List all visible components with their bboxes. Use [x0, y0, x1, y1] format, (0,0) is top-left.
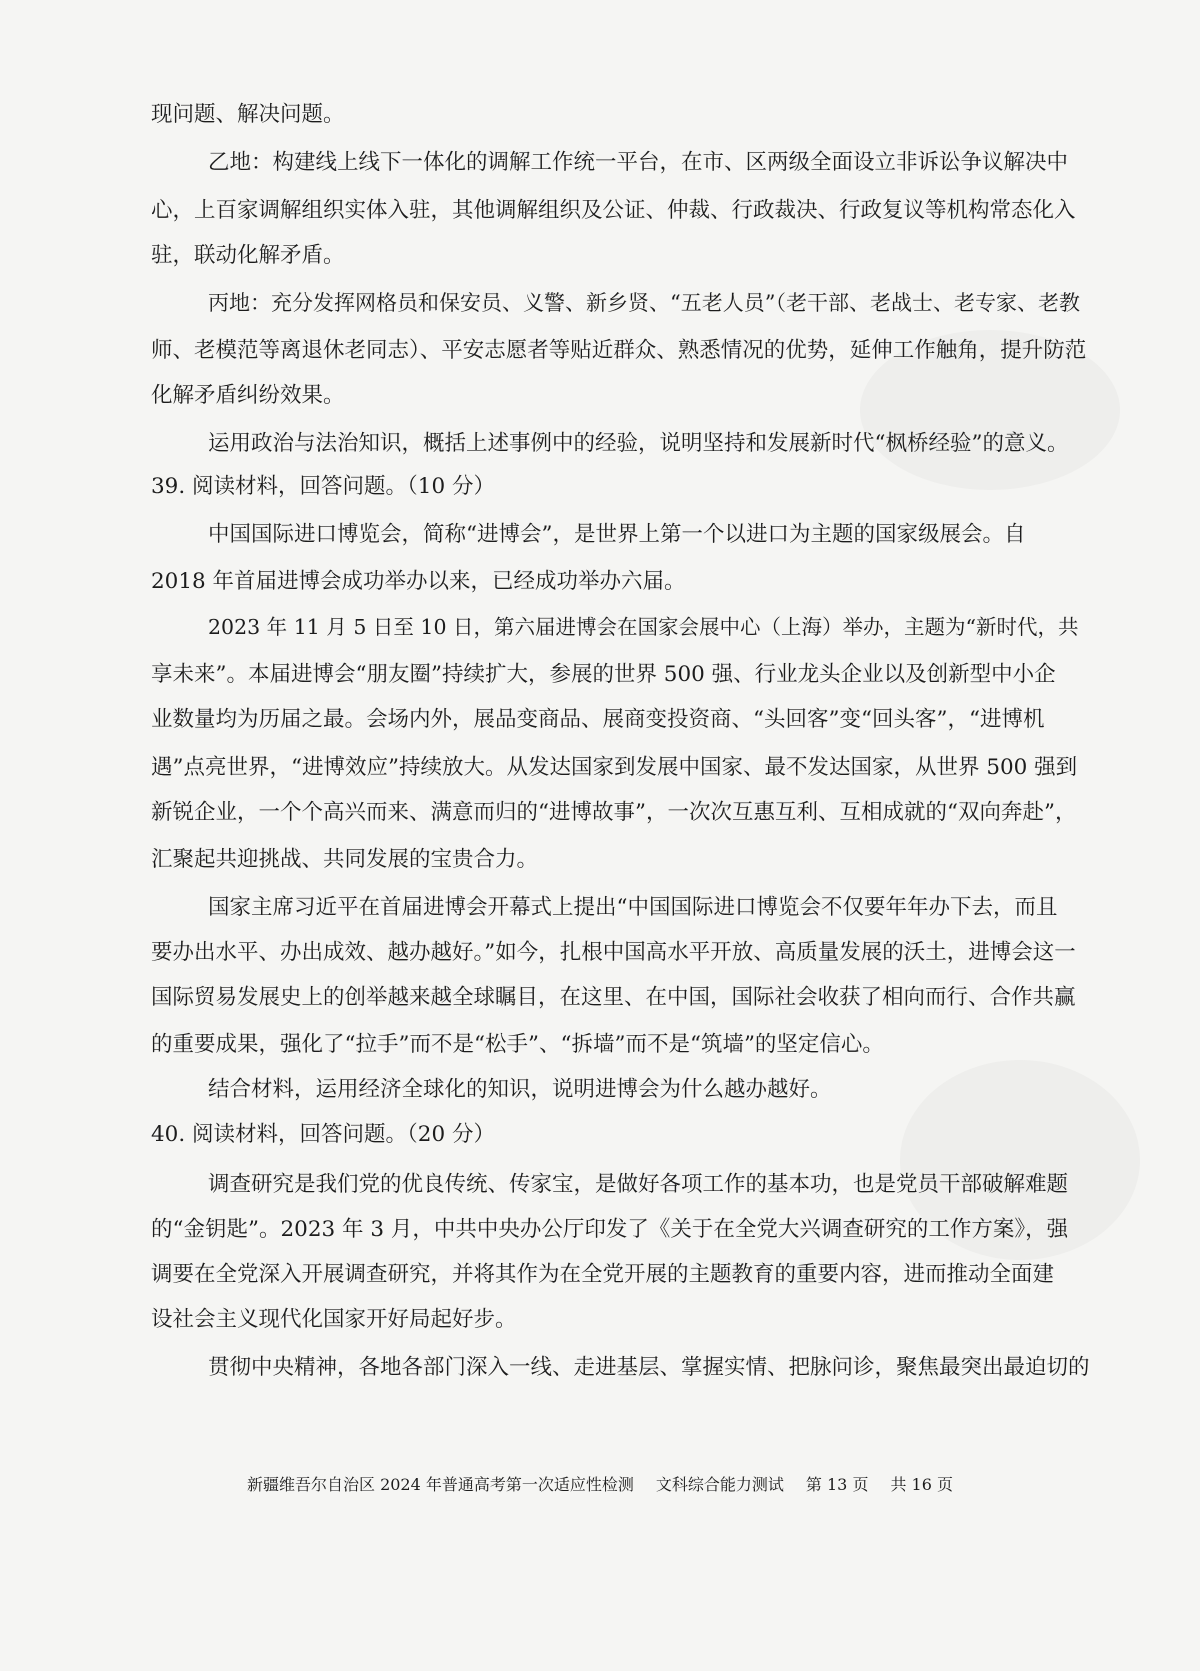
text-line: 现问题、解决问题。 [151, 102, 345, 127]
footer-exam-title: 新疆维吾尔自治区 2024 年普通高考第一次适应性检测 [246, 1475, 634, 1494]
footer-page-number: 第 13 页 [805, 1475, 869, 1494]
text-line: 调查研究是我们党的优良传统、传家宝，是做好各项工作的基本功，也是党员干部破解难题 [208, 1172, 1069, 1197]
text-line: 的“金钥匙”。2023 年 3 月，中共中央办公厅印发了《关于在全党大兴调查研究的工作方案》，强 [151, 1217, 1069, 1242]
text-line: 驻，联动化解矛盾。 [151, 243, 345, 268]
text-line: 2023 年 11 月 5 日至 10 日，第六届进博会在国家会展中心（上海）举办，主题为“新时代，共 [208, 615, 1079, 639]
text-line: 心，上百家调解组织实体入驻，其他调解组织及公证、仲裁、行政裁决、行政复议等机构常态化入 [151, 198, 1076, 223]
text-line: 贯彻中央精神，各地各部门深入一线、走进基层、掌握实情、把脉问诊，聚焦最突出最迫切的 [208, 1355, 1090, 1380]
text-line: 调要在全党深入开展调查研究，并将其作为在全党开展的主题教育的重要内容，进而推动全面建 [151, 1262, 1055, 1287]
text-line: 39. 阅读材料，回答问题。（10 分） [151, 474, 495, 499]
text-line: 汇聚起共迎挑战、共同发展的宝贵合力。 [151, 847, 539, 872]
text-line: 新锐企业，一个个高兴而来、满意而归的“进博故事”，一次次互惠互利、互相成就的“双向奔赴”， [151, 800, 1077, 825]
text-line: 遇”点亮世界，“进博效应”持续放大。从发达国家到发展中国家、最不发达国家，从世界 500 强到 [151, 755, 1078, 780]
text-line: 中国国际进口博览会，简称“进博会”，是世界上第一个以进口为主题的国家级展会。自 [208, 522, 1026, 547]
text-line: 2018 年首届进博会成功举办以来，已经成功举办六届。 [151, 569, 686, 594]
text-line: 享未来”。本届进博会“朋友圈”持续扩大，参展的世界 500 强、行业龙头企业以及创新型中小企 [151, 662, 1056, 687]
text-line: 师、老模范等离退休老同志）、平安志愿者等贴近群众、熟悉情况的优势，延伸工作触角，提升防范 [151, 338, 1087, 363]
footer-subject: 文科综合能力测试 [655, 1475, 784, 1494]
text-line: 40. 阅读材料，回答问题。（20 分） [151, 1122, 495, 1147]
text-line: 业数量均为历届之最。会场内外，展品变商品、展商变投资商、“头回客”变“回头客”，“进博机 [151, 707, 1045, 732]
text-line: 丙地：充分发挥网格员和保安员、义警、新乡贤、“五老人员”（老干部、老战士、老专家、老教 [208, 291, 1080, 315]
text-line: 的重要成果，强化了“拉手”而不是“松手”、“拆墙”而不是“筑墙”的坚定信心。 [151, 1032, 884, 1057]
page-footer [0, 1470, 1200, 1500]
text-line: 国际贸易发展史上的创举越来越全球瞩目，在这里、在中国，国际社会收获了相向而行、合作共赢 [151, 985, 1076, 1010]
footer-total-pages: 共 16 页 [890, 1475, 953, 1494]
text-line: 乙地：构建线上线下一体化的调解工作统一平台，在市、区两级全面设立非诉讼争议解决中 [208, 150, 1069, 175]
text-line: 设社会主义现代化国家开好局起好步。 [151, 1307, 517, 1332]
text-line: 运用政治与法治知识，概括上述事例中的经验，说明坚持和发展新时代“枫桥经验”的意义。 [208, 431, 1069, 456]
text-line: 化解矛盾纠纷效果。 [151, 383, 345, 408]
text-line: 国家主席习近平在首届进博会开幕式上提出“中国国际进口博览会不仅要年年办下去，而且 [208, 895, 1058, 920]
text-line: 结合材料，运用经济全球化的知识，说明进博会为什么越办越好。 [208, 1077, 832, 1102]
text-line: 要办出水平、办出成效、越办越好。”如今，扎根中国高水平开放、高质量发展的沃土，进博会这一 [151, 940, 1076, 965]
